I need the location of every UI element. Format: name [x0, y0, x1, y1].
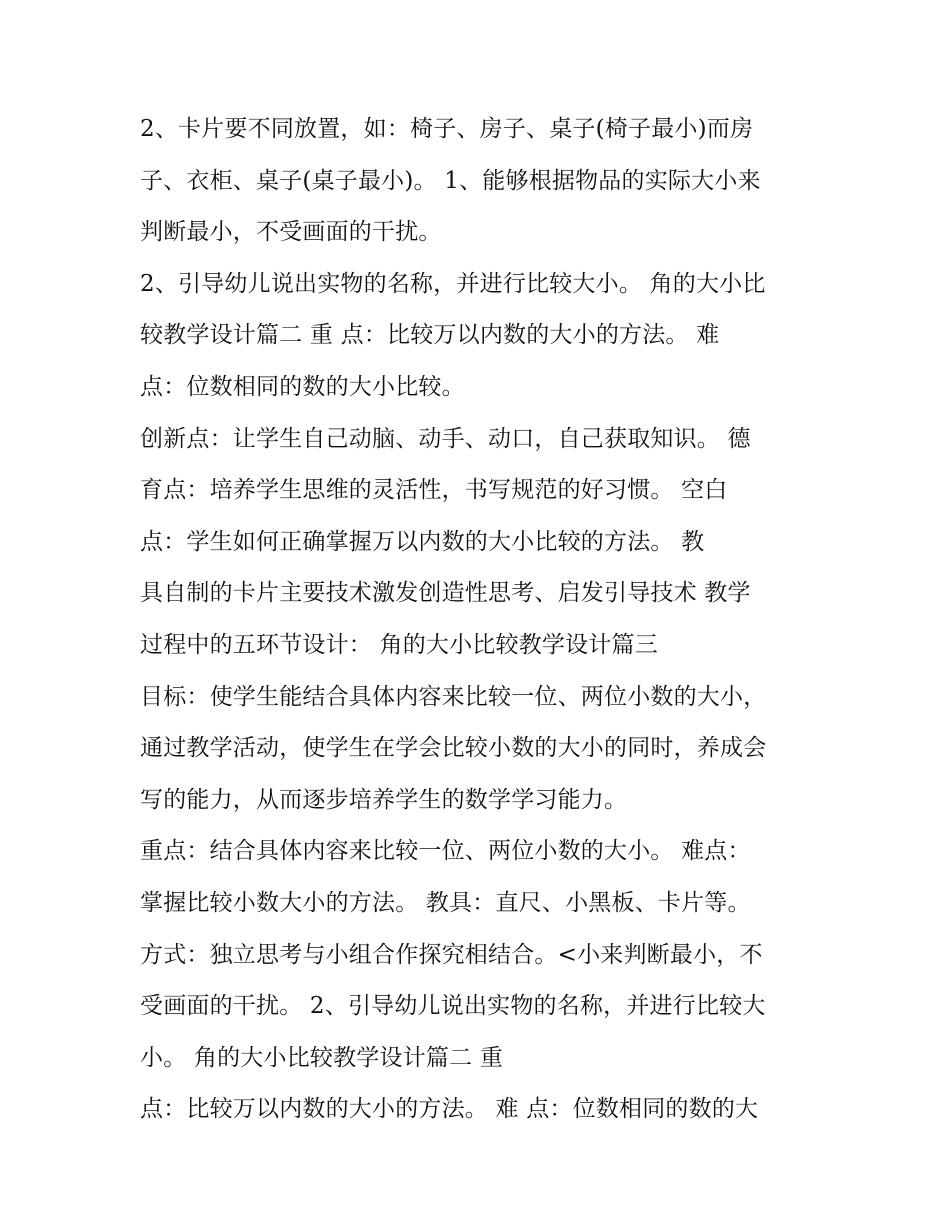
- text-line: 点：比较万以内数的大小的方法。 难 点：位数相同的数的大: [140, 1096, 759, 1123]
- text-line: 2、引导幼儿说出实物的名称，并进行比较大小。 角的大小比: [140, 270, 766, 297]
- text-line: 过程中的五环节设计： 角的大小比较教学设计篇三: [140, 631, 658, 658]
- text-line: 子、衣柜、桌子(桌子最小)。 1、能够根据物品的实际大小来: [140, 167, 761, 194]
- text-line: 受画面的干扰。 2、引导幼儿说出实物的名称，并进行比较大: [140, 993, 766, 1020]
- text-line: 重点：结合具体内容来比较一位、两位小数的大小。 难点：: [140, 838, 751, 865]
- text-line: 点：位数相同的数的大小比较。: [140, 373, 465, 400]
- text-line: 写的能力，从而逐步培养学生的数学学习能力。: [140, 786, 628, 813]
- document-body: [140, 108, 830, 1140]
- text-line: 具自制的卡片主要技术激发创造性思考、启发引导技术 教学: [140, 580, 751, 607]
- text-line: 点：学生如何正确掌握万以内数的大小比较的方法。 教: [140, 528, 705, 555]
- text-line: 目标：使学生能结合具体内容来比较一位、两位小数的大小，: [140, 683, 767, 710]
- text-line: 判断最小，不受画面的干扰。: [140, 219, 442, 246]
- text-line: 掌握比较小数大小的方法。 教具：直尺、小黑板、卡片等。: [140, 889, 751, 916]
- text-line: 方式：独立思考与小组合作探究相结合。<小来判断最小，不: [140, 941, 763, 968]
- text-line: 较教学设计篇二 重 点：比较万以内数的大小的方法。 难: [140, 322, 720, 349]
- text-line: 育点：培养学生思维的灵活性，书写规范的好习惯。 空白: [140, 477, 728, 504]
- text-line: 2、卡片要不同放置，如：椅子、房子、桌子(椅子最小)而房: [140, 116, 754, 142]
- text-line: 小。 角的大小比较教学设计篇二 重: [140, 1044, 504, 1071]
- text-line: 创新点：让学生自己动脑、动手、动口，自己获取知识。 德: [140, 425, 751, 452]
- text-line: 通过教学活动，使学生在学会比较小数的大小的同时，养成会: [140, 735, 767, 762]
